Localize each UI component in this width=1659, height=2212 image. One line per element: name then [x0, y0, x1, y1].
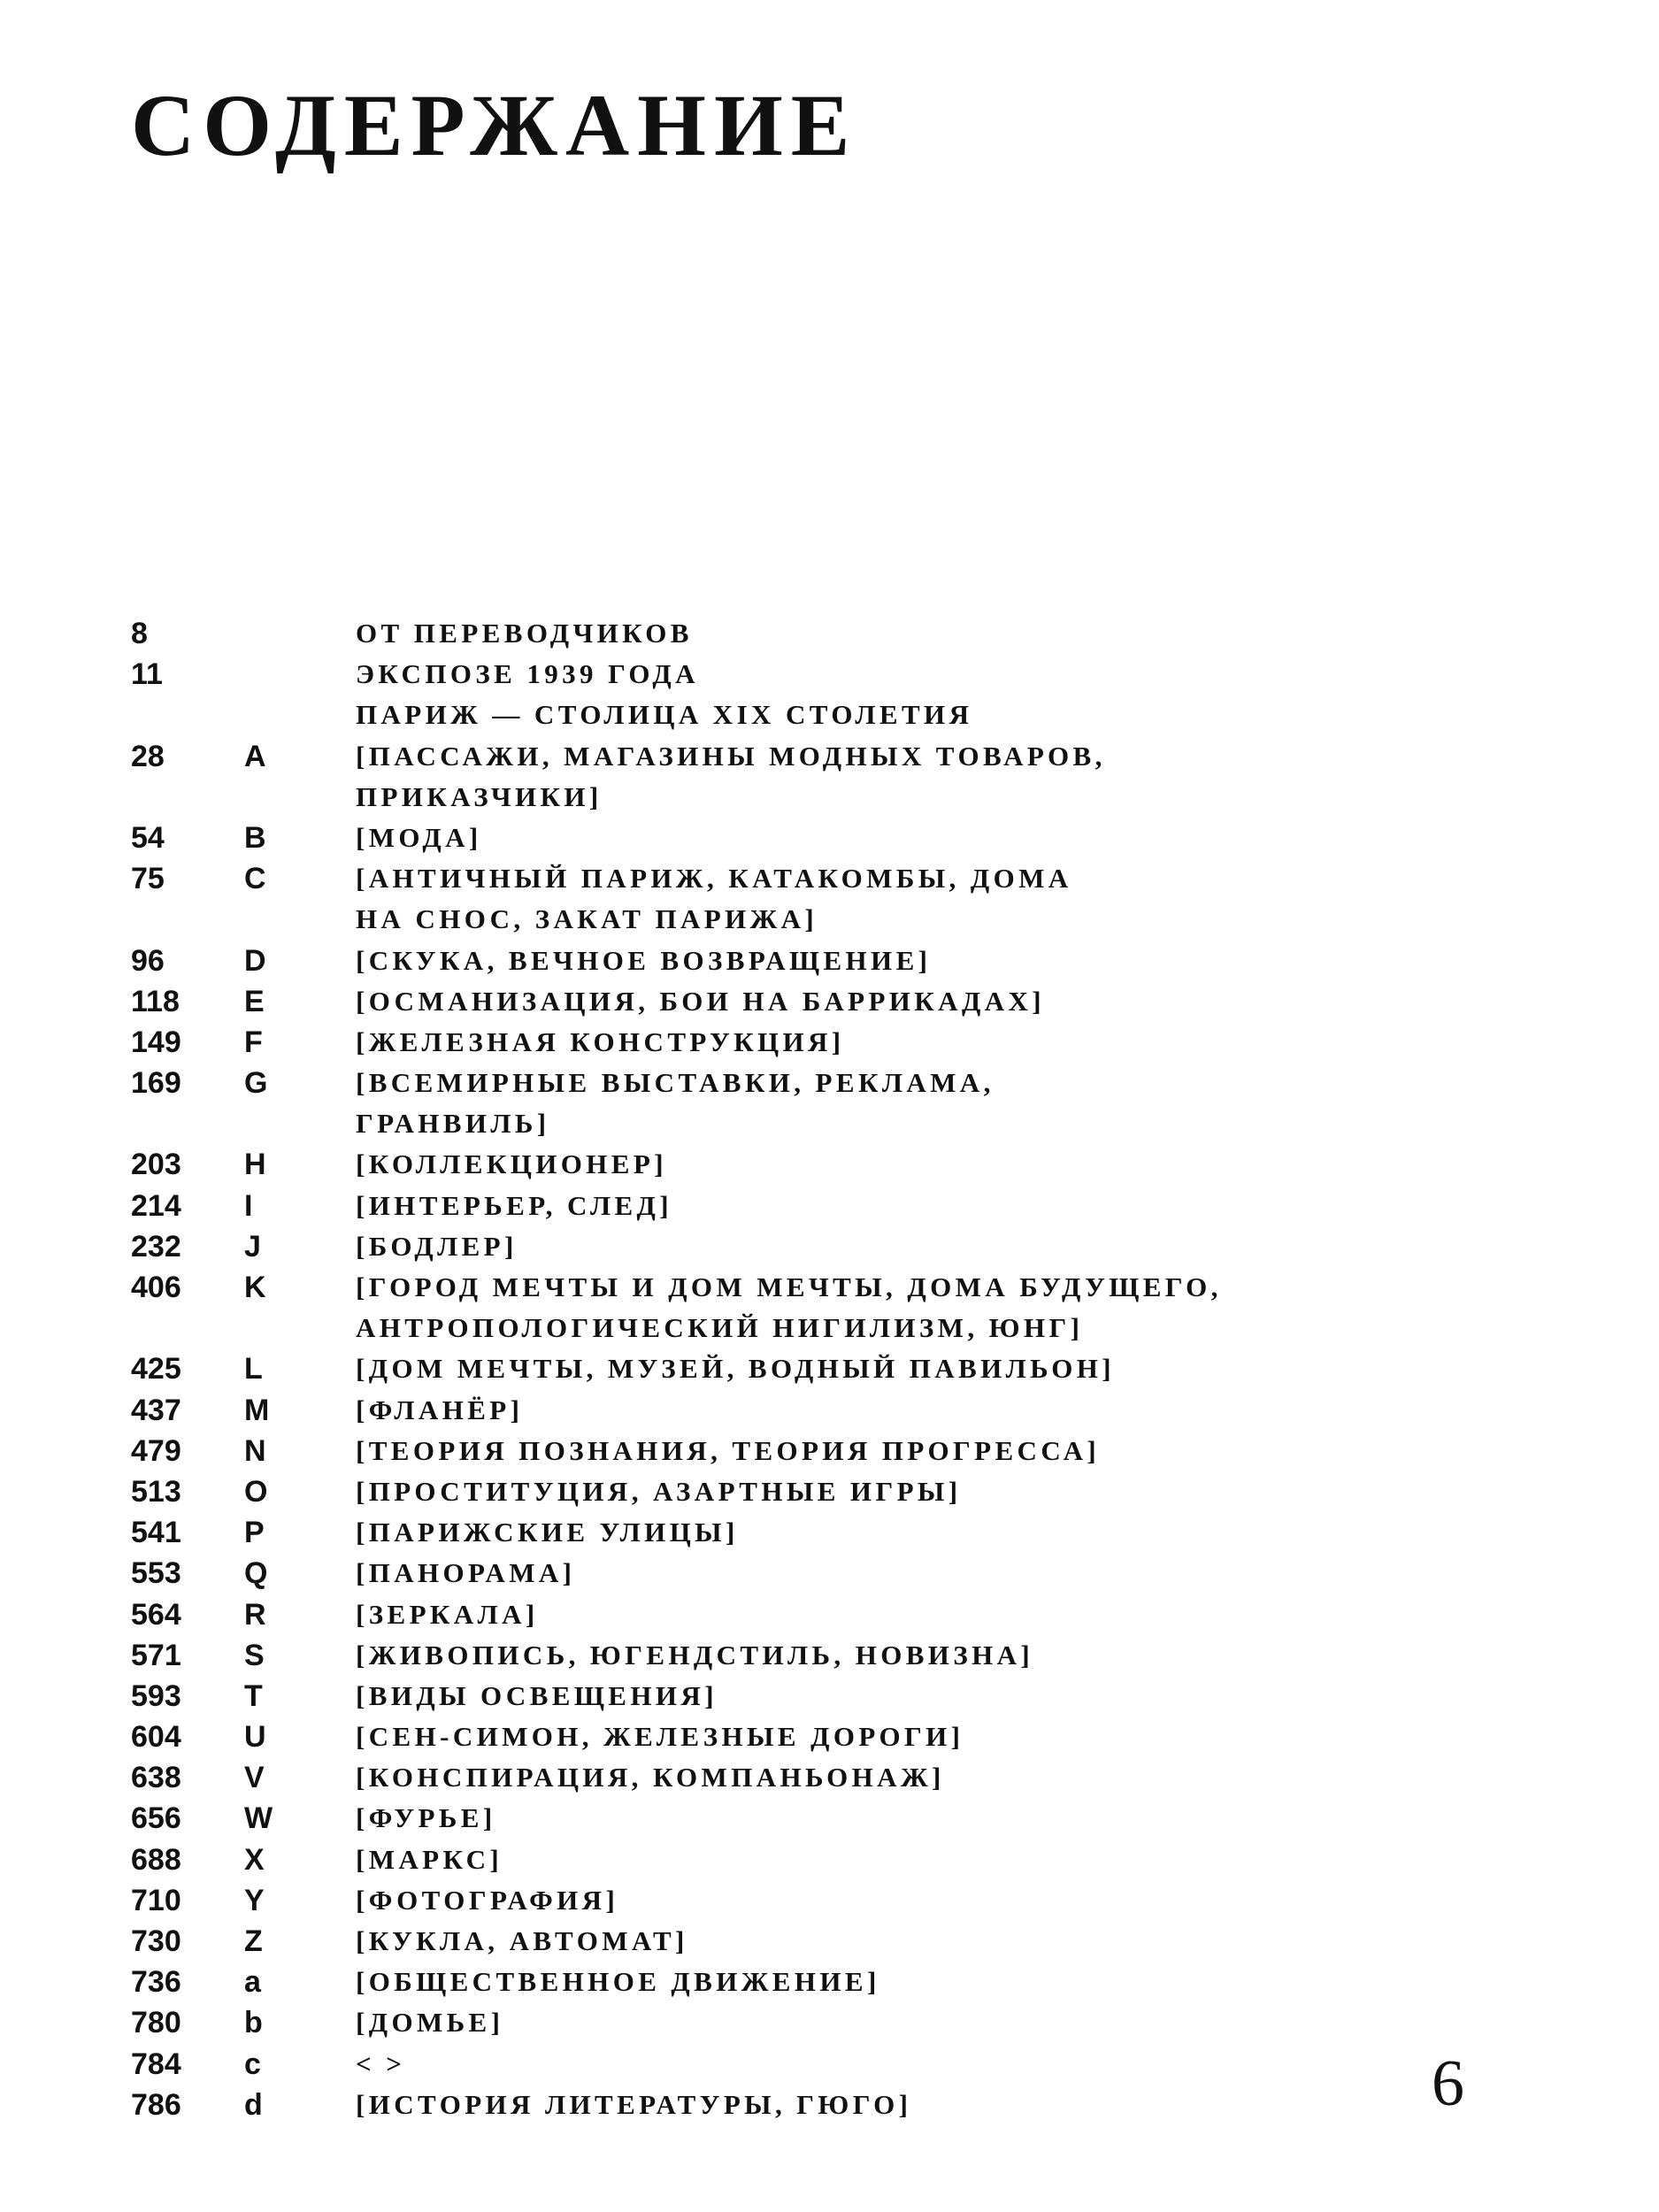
- toc-section-letter: P: [244, 1516, 265, 1550]
- toc-entry: [131, 1880, 1458, 1921]
- toc-title: [КОЛЛЕКЦИОНЕР]: [356, 1148, 667, 1180]
- toc-title: [ФОТОГРАФИЯ]: [356, 1884, 619, 1916]
- toc-title: [ИСТОРИЯ ЛИТЕРАТУРЫ, ГЮГО]: [356, 2088, 912, 2120]
- toc-section-letter: O: [244, 1474, 268, 1509]
- toc-page-number: 8: [131, 617, 148, 650]
- toc-entry: [131, 1471, 1458, 1512]
- toc-title: [КУКЛА, АВТОМАТ]: [356, 1925, 688, 1956]
- toc-entry: [131, 1798, 1458, 1839]
- page-title: СОДЕРЖАНИЕ: [131, 76, 858, 174]
- toc-page-number: 786: [131, 2087, 181, 2122]
- toc-page-number: 28: [131, 739, 165, 773]
- toc-page-number: 75: [131, 862, 165, 896]
- toc-page-number: 169: [131, 1066, 181, 1101]
- toc-section-letter: I: [244, 1188, 253, 1223]
- toc-page-number: 604: [131, 1720, 181, 1755]
- toc-page-number: 688: [131, 1842, 181, 1877]
- toc-section-letter: c: [244, 2047, 261, 2081]
- toc-page-number: 541: [131, 1516, 181, 1550]
- toc-entry: [131, 1757, 1458, 1798]
- toc-section-letter: G: [244, 1066, 268, 1101]
- toc-title: [ТЕОРИЯ ПОЗНАНИЯ, ТЕОРИЯ ПРОГРЕССА]: [356, 1434, 1101, 1466]
- toc-entry: [131, 2044, 1458, 2085]
- toc-entry-continuation: [131, 899, 1458, 940]
- toc-entry: [131, 1553, 1458, 1594]
- toc-page-number: 214: [131, 1188, 181, 1223]
- toc-title: [ВИДЫ ОСВЕЩЕНИЯ]: [356, 1679, 718, 1711]
- toc-section-letter: S: [244, 1638, 265, 1672]
- toc-section-letter: B: [244, 820, 266, 855]
- toc-title: [ПАНОРАМА]: [356, 1557, 576, 1589]
- toc-section-letter: Q: [244, 1556, 268, 1591]
- toc-entry-continuation: [131, 1103, 1458, 1144]
- toc-section-letter: X: [244, 1842, 265, 1877]
- toc-entry: [131, 1267, 1458, 1308]
- toc-section-letter: V: [244, 1761, 265, 1795]
- toc-title: [КОНСПИРАЦИЯ, КОМПАНЬОНАЖ]: [356, 1762, 945, 1793]
- toc-page-number: 571: [131, 1638, 181, 1672]
- toc-section-letter: W: [244, 1801, 273, 1836]
- toc-page-number: 406: [131, 1271, 181, 1304]
- toc-page-number: 564: [131, 1597, 181, 1632]
- toc-page-number: 437: [131, 1393, 181, 1427]
- toc-page-number: 118: [131, 984, 180, 1018]
- toc-section-letter: R: [244, 1597, 266, 1632]
- toc-entry: [131, 1839, 1458, 1880]
- toc-title: [ПРОСТИТУЦИЯ, АЗАРТНЫЕ ИГРЫ]: [356, 1475, 962, 1507]
- toc-entry: [131, 613, 1458, 654]
- toc-title: ГРАНВИЛЬ]: [356, 1108, 550, 1140]
- toc-title: ОТ ПЕРЕВОДЧИКОВ: [356, 618, 693, 649]
- toc-entry: [131, 1717, 1458, 1757]
- toc-entry-continuation: [131, 695, 1458, 735]
- toc-title: [ДОМЬЕ]: [356, 2007, 504, 2039]
- toc-title: [ВСЕМИРНЫЕ ВЫСТАВКИ, РЕКЛАМА,: [356, 1067, 995, 1099]
- toc-entry: [131, 1348, 1458, 1389]
- toc-section-letter: a: [244, 1965, 261, 2000]
- toc-entry: [131, 1676, 1458, 1717]
- toc-page-number: 784: [131, 2047, 181, 2081]
- toc-entry: [131, 1144, 1458, 1185]
- toc-page-number: 730: [131, 1924, 181, 1958]
- toc-title: [ЖЕЛЕЗНАЯ КОНСТРУКЦИЯ]: [356, 1025, 845, 1057]
- toc-entry: [131, 1635, 1458, 1676]
- toc-title: [СКУКА, ВЕЧНОЕ ВОЗВРАЩЕНИЕ]: [356, 944, 932, 976]
- toc-page-number: 149: [131, 1025, 181, 1059]
- toc-title: ЭКСПОЗЕ 1939 ГОДА: [356, 658, 699, 690]
- toc-section-letter: A: [244, 739, 266, 773]
- toc-entry: [131, 1226, 1458, 1267]
- toc-entry: [131, 1063, 1458, 1103]
- toc-section-letter: F: [244, 1025, 263, 1059]
- toc-section-letter: E: [244, 984, 265, 1018]
- toc-section-letter: L: [244, 1352, 263, 1386]
- toc-page-number: 736: [131, 1965, 181, 2000]
- toc-entry: [131, 818, 1458, 858]
- toc-entry: [131, 1594, 1458, 1635]
- toc-title: НА СНОС, ЗАКАТ ПАРИЖА]: [356, 903, 818, 935]
- toc-entry: [131, 981, 1458, 1022]
- toc-title: АНТРОПОЛОГИЧЕСКИЙ НИГИЛИЗМ, ЮНГ]: [356, 1312, 1084, 1344]
- toc-section-letter: U: [244, 1720, 266, 1755]
- toc-page-number: 11: [131, 657, 163, 692]
- toc-title: [ОБЩЕСТВЕННОЕ ДВИЖЕНИЕ]: [356, 1966, 880, 1998]
- toc-page-number: 656: [131, 1801, 181, 1836]
- toc-title: [ДОМ МЕЧТЫ, МУЗЕЙ, ВОДНЫЙ ПАВИЛЬОН]: [356, 1353, 1115, 1385]
- page-number: 6: [1432, 2047, 1464, 2120]
- toc-page-number: 203: [131, 1148, 181, 1182]
- toc-entry: [131, 2085, 1458, 2125]
- toc-title: < >: [356, 2047, 406, 2079]
- toc-title: [СЕН-СИМОН, ЖЕЛЕЗНЫЕ ДОРОГИ]: [356, 1721, 964, 1753]
- toc-entry: [131, 1921, 1458, 1962]
- toc-section-letter: d: [244, 2087, 263, 2122]
- toc-entry: [131, 941, 1458, 981]
- toc-title: [МОДА]: [356, 821, 482, 853]
- toc-entry: [131, 1390, 1458, 1431]
- toc-page-number: 638: [131, 1761, 181, 1795]
- toc-entry: [131, 1431, 1458, 1471]
- toc-section-letter: D: [244, 943, 266, 978]
- toc-section-letter: N: [244, 1433, 266, 1468]
- toc-page-number: 54: [131, 820, 165, 855]
- toc-entry-continuation: [131, 1308, 1458, 1348]
- toc-page-number: 710: [131, 1883, 181, 1917]
- toc-section-letter: M: [244, 1393, 270, 1427]
- toc-page-number: 232: [131, 1229, 181, 1263]
- toc-title: [АНТИЧНЫЙ ПАРИЖ, КАТАКОМБЫ, ДОМА: [356, 863, 1072, 895]
- toc-section-letter: K: [244, 1271, 266, 1304]
- toc-section-letter: T: [244, 1678, 263, 1713]
- toc-title: ПАРИЖ — СТОЛИЦА XIX СТОЛЕТИЯ: [356, 699, 973, 731]
- toc-title: [ГОРОД МЕЧТЫ И ДОМ МЕЧТЫ, ДОМА БУДУЩЕГО,: [356, 1271, 1222, 1302]
- toc-title: [ФЛАНЁР]: [356, 1394, 524, 1425]
- toc-entry: [131, 1022, 1458, 1063]
- toc-page-number: 479: [131, 1433, 181, 1468]
- toc-section-letter: b: [244, 2006, 263, 2040]
- toc-page-number: 96: [131, 943, 165, 978]
- toc-title: [ИНТЕРЬЕР, СЛЕД]: [356, 1189, 673, 1221]
- toc-title: [ОСМАНИЗАЦИЯ, БОИ НА БАРРИКАДАХ]: [356, 985, 1045, 1017]
- toc-title: ПРИКАЗЧИКИ]: [356, 780, 603, 812]
- toc-entry: [131, 1512, 1458, 1553]
- toc-section-letter: C: [244, 862, 266, 896]
- toc-entry: [131, 2002, 1458, 2043]
- toc-title: [ЖИВОПИСЬ, ЮГЕНДСТИЛЬ, НОВИЗНА]: [356, 1639, 1034, 1671]
- toc-title: [ФУРЬЕ]: [356, 1802, 496, 1834]
- toc-section-letter: J: [244, 1229, 261, 1263]
- table-of-contents: [131, 613, 1458, 2125]
- toc-page-number: 553: [131, 1556, 181, 1591]
- toc-title: [ПАССАЖИ, МАГАЗИНЫ МОДНЫХ ТОВАРОВ,: [356, 740, 1106, 772]
- toc-section-letter: Y: [244, 1883, 265, 1917]
- toc-title: [ЗЕРКАЛА]: [356, 1598, 539, 1630]
- toc-page-number: 425: [131, 1352, 181, 1386]
- toc-section-letter: H: [244, 1148, 266, 1182]
- toc-entry: [131, 1186, 1458, 1226]
- toc-entry: [131, 736, 1458, 777]
- toc-entry: [131, 858, 1458, 899]
- toc-section-letter: Z: [244, 1924, 263, 1958]
- toc-entry: [131, 654, 1458, 695]
- toc-page-number: 780: [131, 2006, 181, 2040]
- toc-title: [ПАРИЖСКИЕ УЛИЦЫ]: [356, 1517, 739, 1548]
- toc-title: [БОДЛЕР]: [356, 1230, 518, 1262]
- toc-page-number: 593: [131, 1678, 181, 1713]
- toc-title: [МАРКС]: [356, 1843, 503, 1875]
- toc-entry: [131, 1962, 1458, 2002]
- toc-page-number: 513: [131, 1474, 181, 1509]
- toc-entry-continuation: [131, 777, 1458, 818]
